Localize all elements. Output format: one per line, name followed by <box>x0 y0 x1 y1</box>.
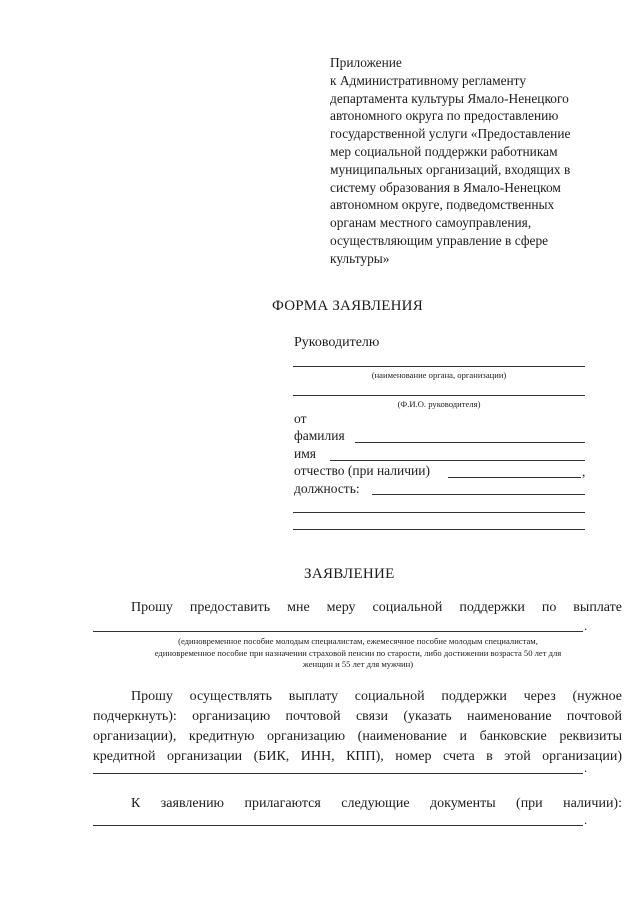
annex-block <box>330 54 622 268</box>
caption-line: единовременное пособие при назначении страховой пенсии по старости, либо достижении возраста 50 лет для <box>154 647 562 658</box>
annex-line: мер социальной поддержки работникам <box>330 143 558 159</box>
patronymic-label: отчество (при наличии) <box>294 463 430 478</box>
request-text: Прошу предоставить мне меру социальной поддержки по выплате <box>131 600 622 615</box>
annex-line: государственной услуги «Предоставление <box>330 126 571 142</box>
annex-line: органам местного самоуправления, <box>330 215 532 231</box>
position-field[interactable] <box>372 494 585 495</box>
name-field[interactable] <box>330 460 585 461</box>
payment-details-field[interactable] <box>93 773 583 774</box>
annex-line: автономного округа по предоставлению <box>330 108 559 124</box>
caption-line: женщин и 55 лет для мужчин) <box>302 659 414 669</box>
head-name-field[interactable] <box>293 395 585 396</box>
annex-line: культуры» <box>330 250 390 266</box>
payment-text-line: Прошу осуществлять выплату социальной поддержки через (нужное <box>131 689 622 704</box>
name-label: имя <box>294 446 316 461</box>
annex-line: к Административному регламенту <box>330 72 527 88</box>
org-name-field[interactable] <box>293 366 585 367</box>
position-label: должность: <box>294 481 360 496</box>
org-name-caption: (наименование органа, организации) <box>371 370 507 380</box>
annex-line: автономном округе, подведомственных <box>330 197 555 213</box>
statement-title: ЗАЯВЛЕНИЕ <box>304 566 395 582</box>
benefit-type-caption <box>93 636 623 671</box>
patronymic-field[interactable] <box>448 477 581 478</box>
payment-text-line: подчеркнуть): организацию почтовой связи (указать наименование почтовой <box>93 709 622 724</box>
documents-field[interactable] <box>93 825 583 826</box>
documents-text: К заявлению прилагаются следующие документы (при наличии): <box>131 796 622 811</box>
annex-line: осуществляющим управление в сфере <box>330 232 549 248</box>
head-name-caption: (Ф.И.О. руководителя) <box>397 399 481 409</box>
documents-end-dot: . <box>584 812 588 827</box>
surname-field[interactable] <box>355 442 585 443</box>
patronymic-comma: , <box>582 464 586 479</box>
payment-text-line: кредитной организации (БИК, ИНН, КПП), номер счета в этой организации) <box>93 749 622 764</box>
addressee-label: Руководителю <box>294 335 380 350</box>
caption-line: (единовременное пособие молодым специалистам, ежемесячное пособие молодым специалистам, <box>178 636 538 646</box>
position-field-line-2[interactable] <box>293 512 585 513</box>
form-title: ФОРМА ЗАЯВЛЕНИЯ <box>272 298 423 314</box>
surname-label: фамилия <box>294 428 345 443</box>
annex-line: муниципальных организаций, входящих в <box>330 161 571 177</box>
payment-text-line: организации), кредитную организацию (наименование и банковские реквизиты <box>93 729 622 744</box>
from-label: от <box>294 411 307 426</box>
position-field-line-3[interactable] <box>293 529 585 530</box>
annex-line: департамента культуры Ямало-Ненецкого <box>330 90 569 106</box>
annex-line: Приложение <box>330 55 402 70</box>
request-end-dot: . <box>584 618 588 633</box>
payment-end-dot: . <box>584 760 588 775</box>
annex-line: систему образования в Ямало-Ненецком <box>330 179 561 195</box>
benefit-type-field[interactable] <box>93 631 583 632</box>
